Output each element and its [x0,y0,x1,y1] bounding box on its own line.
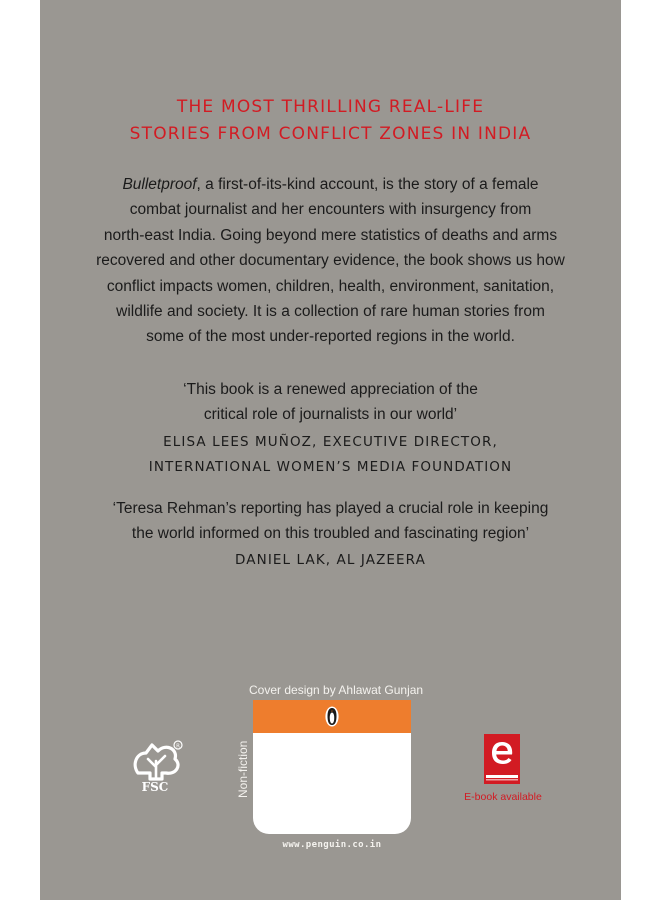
quote-2 [40,496,621,546]
blurb-line: north-east India. Going beyond mere statistics of deaths and arms [103,226,558,244]
headline-line-1: THE MOST THRILLING REAL-LIFE [176,97,485,117]
attribution-line: ELISA LEES MUÑOZ, EXECUTIVE DIRECTOR, [163,434,498,450]
blurb-line: conflict impacts women, children, health, environment, sanitation, [106,277,555,295]
ebook-label: E-book available [464,791,542,803]
quote-line: the world informed on this troubled and fascinating region’ [131,525,530,542]
blurb-line: recovered and other documentary evidence, the book shows us how [96,252,565,270]
quote-line: ‘Teresa Rehman’s reporting has played a crucial role in keeping [112,500,549,517]
cover-credit: Cover design by Ahlawat Gunjan [249,683,424,697]
headline [40,94,621,148]
blurb-line: combat journalist and her encounters with insurgency from [129,201,532,219]
quote-line: critical role of journalists in our world’ [203,406,458,423]
category-label: Non-fiction [236,740,250,798]
quote-1-attribution [40,430,621,480]
blurb [40,172,621,350]
quote-2-attribution [40,548,621,573]
attribution-line: DANIEL LAK, AL JAZEERA [235,552,426,568]
publisher-band [253,700,411,733]
penguin-logo-icon [325,706,339,727]
blurb-line: Bulletproof, a first-of-its-kind account, is the story of a female [122,176,539,193]
quote-1 [40,377,621,427]
ebook-icon [483,733,521,785]
website-url: www.penguin.co.in [282,840,382,850]
attribution-line: INTERNATIONAL WOMEN’S MEDIA FOUNDATION [148,459,513,475]
barcode-area [253,700,411,834]
book-title: Bulletproof [122,176,197,193]
blurb-line: wildlife and society. It is a collection of rare human stories from [116,303,545,321]
fsc-label: FSC [141,780,169,794]
headline-line-2: STORIES FROM CONFLICT ZONES IN INDIA [129,124,532,144]
quote-line: ‘This book is a renewed appreciation of the [183,381,478,398]
blurb-line: some of the most under-reported regions in the world. [146,328,515,346]
svg-text:R: R [176,743,180,750]
